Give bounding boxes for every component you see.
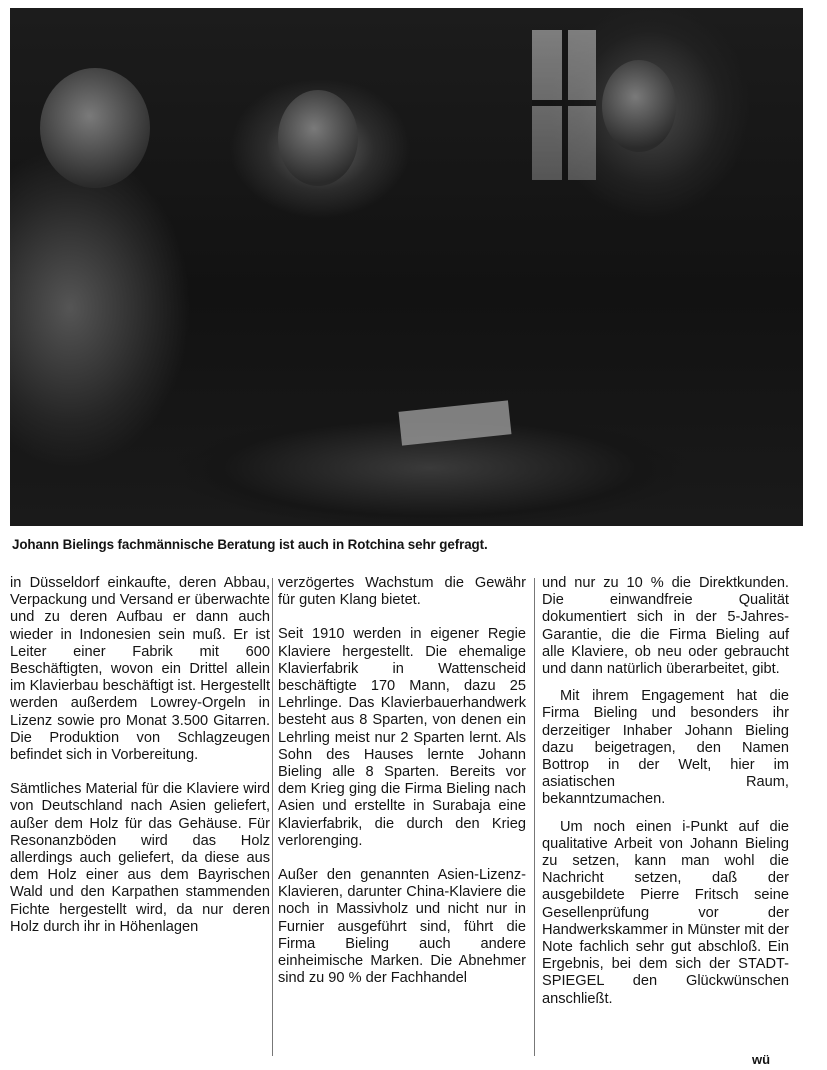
paragraph: Außer den genannten Asien-Lizenz-Klavieren, darunter China-Klaviere die noch in Massivholz und nicht nur in Furnier ausgeführt sind, führt die Firma Bieling auch andere einheimische Marken. Die Abnehmer sind zu 90 % der Fachhandel <box>278 867 526 987</box>
paragraph: und nur zu 10 % die Direktkunden. Die einwandfreie Qualität dokumentiert sich in der 5-Jahres-Garantie, die die Firma Bieling auf alle Klaviere, ob neu oder gebraucht und dann natürlich überarbeitet, gibt. <box>542 575 789 678</box>
article-column-2 <box>278 575 526 987</box>
photo-window <box>532 30 596 180</box>
paragraph: Um noch einen i-Punkt auf die qualitative Arbeit von Johann Bieling zu setzen, kann man wohl die Nachricht setzen, daß der ausgebildete Pierre Fritsch seine Gesellenprüfung vor der Handwerkskammer in Münster mit der Note fachlich sehr gut abschloß. Ein Ergebnis, bei dem sich der STADT-SPIEGEL den Glückwünschen anschließt. <box>542 818 789 1007</box>
paragraph: Seit 1910 werden in eigener Regie Klaviere hergestellt. Die ehemalige Klavierfabrik in Wattenscheid beschäftigte 170 Mann, dazu 25 Lehrlinge. Das Klavierbauerhandwerk besteht aus 8 Sparten, von denen ein Lehrling meist nur 2 Sparten lernt. Als Sohn des Hauses lernte Johann Bieling alle 8 Sparten. Bereits vor dem Krieg ging die Firma Bieling nach Asien und erstellte in Surabaja eine Klavierfabrik, die durch den Krieg verlorenging. <box>278 626 526 849</box>
column-divider <box>534 578 535 1056</box>
article-column-3 <box>542 575 789 1008</box>
photo-person-center <box>278 90 358 186</box>
author-signature: wü <box>752 1052 771 1067</box>
paragraph: Sämtliches Material für die Klaviere wird von Deutschland nach Asien geliefert, außer dem Holz für das Gehäuse. Für Resonanzböden wird das Holz allerdings auch geliefert, da diese aus dem Holz einer aus dem Bayrischen Wald und den Karpathen stammenden Fichte hergestellt wird, da nur deren Holz durch ihr in Höhenlagen <box>10 781 270 935</box>
article-photo <box>10 8 803 526</box>
photo-caption: Johann Bielings fachmännische Beratung ist auch in Rotchina sehr gefragt. <box>12 537 488 552</box>
photo-person-right <box>602 60 676 152</box>
column-divider <box>272 578 273 1056</box>
paragraph: Mit ihrem Engagement hat die Firma Bieling und besonders ihr derzeitiger Inhaber Johann Bieling dazu beigetragen, den Namen Bottrop in der Welt, hier im asiatischen Raum, bekanntzumachen. <box>542 688 789 808</box>
paragraph: in Düsseldorf einkaufte, deren Abbau, Verpackung und Versand er überwachte und zu deren Aufbau er dann auch wieder in Indonesien sein muß. Er ist Leiter einer Fabrik mit 600 Beschäftigten, wovon ein Drittel allein im Klavierbau beschäftigt ist. Hergestellt werden außerdem Lowrey-Orgeln in Lizenz sowie pro Monat 3.500 Gitarren. Die Produktion von Schlagzeugen befindet sich in Vorbereitung. <box>10 575 270 764</box>
photo-person-left <box>40 68 150 188</box>
article-column-1 <box>10 575 270 936</box>
photo-paper <box>399 400 512 445</box>
paragraph: verzögertes Wachstum die Gewähr für guten Klang bietet. <box>278 575 526 609</box>
